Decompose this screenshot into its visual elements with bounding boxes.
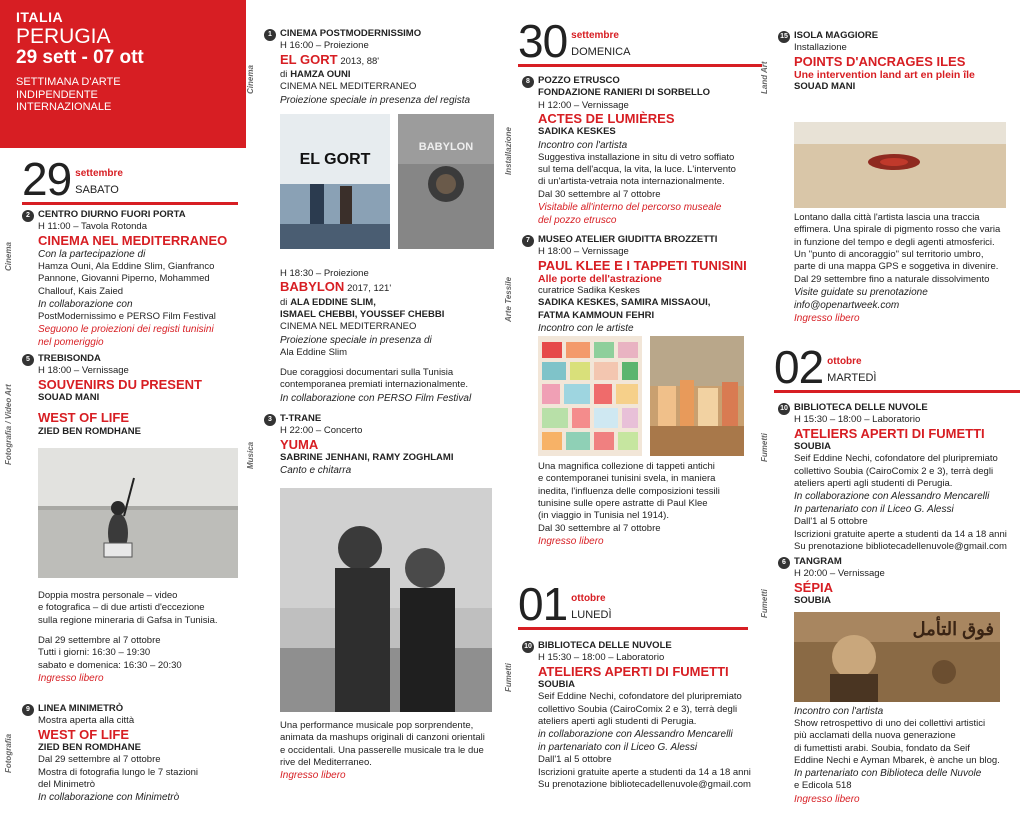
event-title: YUMA [280,436,319,452]
event-text: Mostra di fotografia lungo le 7 stazioni [38,766,199,778]
event-text: collettivo Soubia (CairoComix 2 e 3), terrà degli [794,465,994,477]
event-text: Iscrizioni gratuite aperte a studenti da 14 a 18 anni [538,766,751,778]
event-text: Hamza Ouni, Ala Eddine Slim, Gianfranco [38,260,215,272]
event-text: effimera. Una spirale di pigmento rosso che varia [794,224,1001,236]
contact-email[interactable]: info@openartweek.com [794,300,900,312]
header-dates: 29 sett - 07 ott [16,47,144,69]
event-text: Dal 29 settembre fino a naturale dissolvimento [794,273,990,285]
event-sub: Canto e chitarra [280,465,352,477]
event-author: SOUBIA [794,594,831,606]
event-text: Iscrizioni gratuite aperte a studenti da 14 a 18 anni [794,528,1007,540]
event-text: Dall'1 al 5 ottobre [538,754,612,766]
event-1-babylon [260,268,504,405]
event-note: Visitabile all'interno del percorso museale [538,202,722,214]
day-name: DOMENICA [571,45,631,58]
venue-name: MUSEO ATELIER GIUDITTA BROZZETTI [538,234,718,245]
event-author: SADIKA KESKES, SAMIRA MISSAOUI, [538,297,711,309]
day-month: ottobre [827,356,862,368]
event-9 [4,703,244,804]
category-label: Land Art [760,61,769,94]
header-sub-3: INTERNAZIONALE [16,101,112,114]
event-time: H 18:00 – Vernissage [38,365,129,377]
category-label: Cinema [246,65,255,94]
event-text: In partenariato con il Liceo G. Alessi [794,504,954,516]
event-text: Tutti i giorni: 16:30 – 19:30 [38,647,151,659]
event-title: SOUVENIRS DU PRESENT [38,376,202,392]
day-header-02 [774,341,1020,393]
event-text: Visite guidate su prenotazione [794,287,928,299]
venue-name: TREBISONDA [38,353,101,364]
event-text: Dal 29 settembre al 7 ottobre [38,754,161,766]
day-month: settembre [571,30,619,42]
event-note: del pozzo etrusco [538,215,617,227]
event-text: Due coraggiosi documentari sulla Tunisia [280,367,454,379]
day-month: settembre [75,168,123,180]
event-text: contemporanea premiati internazionalmente. [280,379,468,391]
event-text: Seif Eddine Nechi, cofondatore del pluripremiato [538,691,742,703]
venue-name: POZZO ETRUSCO [538,75,620,86]
column-4 [760,0,1024,813]
event-text: In collaborazione con PERSO Film Festival [280,392,472,404]
event-text: e fotografica – di due artisti d'eccezione [38,602,205,614]
header-sub-2: INDIPENDENTE [16,88,98,101]
event-text: Doppia mostra personale – video [38,590,178,601]
venue-number: 5 [22,354,34,366]
event-5-body [18,590,244,685]
category-label: Fotografia [4,733,13,773]
event-text: Show retrospettivo di uno dei collettivi artistici [794,718,986,729]
day-name: SABATO [75,183,119,196]
event-time: Mostra aperta alla città [38,715,135,727]
event-text: Lontano dalla città l'artista lascia una traccia [794,212,980,223]
klee-painting [650,336,744,456]
event-3-body [260,720,504,782]
event-7-body [518,461,764,548]
header-country: ITALIA [16,9,64,25]
event-time: H 20:00 – Vernissage [794,568,885,580]
event-text: collettivo Soubia (CairoComix 2 e 3), terrà degli [538,703,738,715]
venue-name: ISOLA MAGGIORE [794,30,879,41]
venue-number: 3 [264,414,276,426]
event-text: Dall'1 al 5 ottobre [794,516,868,528]
venue-name: T-TRANE [280,413,322,424]
event-text: ateliers aperti agli studenti di Perugia. [794,478,953,490]
event-text: del Minimetrò [38,779,96,791]
event-author: ISMAEL CHEBBI, YOUSSEF CHEBBI [280,309,445,321]
event-title: CINEMA NEL MEDITERRANEO [38,232,228,248]
event-text: PostModernissimo e PERSO Film Festival [38,311,216,323]
event-title: SÉPIA [794,579,834,595]
free-entry: Ingresso libero [794,793,860,805]
event-1 [246,28,504,107]
venue-number: 7 [522,235,534,247]
event-text: Suggestiva installazione in situ di vetro soffiato [538,151,735,163]
event-title-2: WEST OF LIFE [38,410,129,426]
event-text: e Edicola 518 [794,780,852,792]
day-number: 29 [22,153,72,205]
venue-number: 1 [264,29,276,41]
venue-number: 10 [522,641,534,653]
babylon-poster [398,114,494,249]
event-text: Pannone, Giovanni Piperno, Mohammed [38,273,210,285]
event-text: inedita, l'influenza delle composizioni tessili [538,485,720,497]
day-header-29 [22,153,238,205]
event-text: in collaborazione con Alessandro Mencarelli [538,729,733,741]
event-text: di fumettisti arabi. Soubia, fondato da Seif [794,742,970,754]
header-city: PERUGIA [16,25,111,49]
column-2 [246,0,506,813]
event-text: Seif Eddine Nechi, cofondatore del pluripremiato [794,453,998,465]
event-title: EL GORT [280,51,338,67]
by-label: di [280,296,288,308]
event-note: Seguono le proiezioni dei registi tunisini [38,324,214,336]
event-text: Dal 29 settembre al 7 ottobre [38,635,161,647]
event-text: più acclamati della nuova generazione [794,730,956,742]
event-time: H 18:30 – Proiezione [280,268,369,279]
event-text: parte di una mappa GPS e soggetiva in divenire. [794,261,999,273]
category-label: Arte Tessile [504,276,513,322]
event-text: Incontro con l'artista [794,706,884,717]
event-text: In partenariato con Biblioteca delle Nuvole [794,768,982,780]
event-text: in funzione del tempo e degli agenti atmosferici. [794,236,995,248]
column-3 [504,0,764,813]
event-author: SOUAD MANI [38,391,100,403]
day-header-30 [518,15,762,67]
event-text: di un'artista-vetraia nota internazionalmente. [538,176,725,188]
land-art-photo [794,122,1006,208]
west-of-life-photo [38,448,238,578]
venue-name: CINEMA POSTMODERNISSIMO [280,28,422,39]
venue-name: BIBLIOTECA DELLE NUVOLE [538,640,672,651]
event-text: Su prenotazione bibliotecadellenuvole@gmail.com [794,541,1007,553]
event-text: sulla regione mineraria di Gafsa in Tunisia. [38,614,218,626]
event-6 [760,556,1024,618]
free-entry: Ingresso libero [280,770,346,782]
day-number: 30 [518,15,568,67]
day-number: 01 [518,578,568,630]
event-note: Ala Eddine Slim [280,346,348,358]
event-author: HAMZA OUNI [290,69,351,81]
header-sub-1: SETTIMANA D'ARTE [16,75,121,88]
sepia-comic-image [794,612,1000,702]
event-title: BABYLON [280,279,345,295]
event-text: In collaborazione con Alessandro Mencarelli [794,491,990,503]
day-number: 02 [774,341,824,393]
event-10-tuesday [760,402,1024,553]
event-7 [504,234,764,335]
event-text: in partenariato con il Liceo G. Alessi [538,742,698,754]
event-sub: CINEMA NEL MEDITERRANEO [280,81,417,93]
event-author: ALA EDDINE SLIM, [290,296,376,308]
event-time: H 16:00 – Proiezione [280,40,369,52]
venue-name: TANGRAM [794,556,842,567]
event-text: rive del Mediterraneo. [280,757,372,769]
event-meet: Incontro con le artiste [538,323,634,335]
event-subtitle: Alle porte dell'astrazione [538,272,662,285]
venue-name: CENTRO DIURNO FUORI PORTA [38,209,186,220]
event-text: Dal 30 settembre al 7 ottobre [538,522,661,534]
event-author: SOUAD MANI [794,81,856,93]
poster-title: EL GORT [299,151,371,168]
tapestry-image [538,336,642,456]
event-sub: Incontro con l'artista [538,139,628,151]
event-title: WEST OF LIFE [38,726,129,742]
event-text: animata da mashups originali di canzoni orientali [280,732,485,744]
event-text: sabato e domenica: 16:30 – 20:30 [38,659,182,671]
venue-number: 2 [22,210,34,222]
event-author: SABRINE JENHANI, RAMY ZOGHLAMI [280,451,454,463]
day-header-01 [518,578,748,630]
event-8 [504,75,764,227]
event-text: Challouf, Kais Zaied [38,285,124,297]
event-year: 2017, 121' [347,283,392,295]
event-text: e contemporanei tunisini svela, in maniera [538,473,716,485]
event-title: ATELIERS APERTI DI FUMETTI [794,425,985,441]
event-author-2: FATMA KAMMOUN FEHRI [538,309,655,321]
event-text: In collaborazione con Minimetrò [38,792,180,804]
event-text: Una magnifica collezione di tappeti antichi [538,461,715,472]
category-label: Cinema [4,242,13,271]
event-note: Proiezione speciale in presenza di [280,334,432,346]
by-label: di [280,69,288,81]
day-month: ottobre [571,593,606,605]
event-time: H 15:30 – 18:00 – Laboratorio [538,652,665,664]
category-label: Fotografia / Video Art [4,384,13,465]
event-text: ateliers aperti agli studenti di Perugia. [538,716,697,728]
category-label: Installazione [504,126,513,175]
event-text: Una performance musicale pop sorprendente, [280,720,474,731]
venue-number: 15 [778,31,790,43]
yuma-photo [280,488,492,712]
day-name: LUNEDÌ [571,608,612,621]
venue-name: LINEA MINIMETRÒ [38,703,124,714]
event-subtitle: Une intervention land art en plein île [794,68,975,81]
event-10-monday [504,640,768,791]
event-author: SADIKA KESKES [538,126,616,138]
event-text: Con la partecipazione di [38,248,146,260]
category-label: Fumetti [760,433,769,462]
event-time: H 15:30 – 18:00 – Laboratorio [794,414,921,426]
event-time: H 18:00 – Vernissage [538,246,629,258]
venue-name: BIBLIOTECA DELLE NUVOLE [794,402,928,413]
category-label: Fumetti [504,663,513,692]
event-2 [4,209,244,349]
event-3 [246,413,504,477]
free-entry: Ingresso libero [38,673,104,685]
event-5 [4,353,244,465]
category-label: Fumetti [760,589,769,618]
venue-number: 8 [522,76,534,88]
venue-number: 9 [22,704,34,716]
comic-art-text: فوق التأمل [912,619,994,639]
event-15 [760,30,1020,94]
free-entry: Ingresso libero [794,313,860,325]
event-year: 2013, 88' [340,55,380,67]
event-text: tunisine sulle opere astratte di Paul Klee [538,498,708,510]
event-text: Su prenotazione bibliotecadellenuvole@gmail.com [538,779,751,791]
event-text: (in viaggio in Tunisia nel 1914). [538,510,669,522]
event-author-2: ZIED BEN ROMDHANE [38,425,141,437]
event-text: In collaborazione con [38,299,133,311]
festival-header [0,0,246,148]
event-author: SOUBIA [794,440,831,452]
day-name: MARTEDÌ [827,371,877,384]
column-1 [0,0,246,813]
event-sub: CINEMA NEL MEDITERRANEO [280,321,417,333]
event-text: Dal 30 settembre al 7 ottobre [538,188,661,200]
event-author: ZIED BEN ROMDHANE [38,741,141,753]
el-gort-poster [280,114,390,249]
event-time: Installazione [794,42,847,54]
event-text: e occidentali. Una passerelle musicale tra le due [280,744,484,756]
event-15-body [774,212,1022,325]
event-note: nel pomeriggio [38,337,104,349]
event-time: H 22:00 – Concerto [280,425,363,437]
poster-title: BABYLON [418,141,474,153]
event-text: sul tema dell'acqua, la vita, la luce. L'intervento [538,164,736,176]
event-title: PAUL KLEE E I TAPPETI TUNISINI [538,257,747,273]
curator: curatrice Sadika Keskes [538,285,640,297]
free-entry: Ingresso libero [538,536,604,548]
venue-name-2: FONDAZIONE RANIERI DI SORBELLO [538,87,711,99]
event-text: Eddine Nechi e Ayman Mbarek, è anche un blog. [794,755,1000,767]
venue-number: 6 [778,557,790,569]
event-time: H 12:00 – Vernissage [538,99,629,111]
event-6-body [774,705,1024,806]
event-author: SOUBIA [538,678,575,690]
event-note: Proiezione speciale in presenza del regista [280,94,471,106]
event-title: ATELIERS APERTI DI FUMETTI [538,663,729,679]
event-title: ACTES DE LUMIÈRES [538,111,675,127]
event-time: H 11:00 – Tavola Rotonda [38,221,147,233]
category-label: Musica [246,441,255,469]
event-title: POINTS D'ANCRAGES ILES [794,53,966,69]
venue-number: 10 [778,403,790,415]
event-text: Un "punto di ancoraggio" sul territorio umbro, [794,249,984,261]
